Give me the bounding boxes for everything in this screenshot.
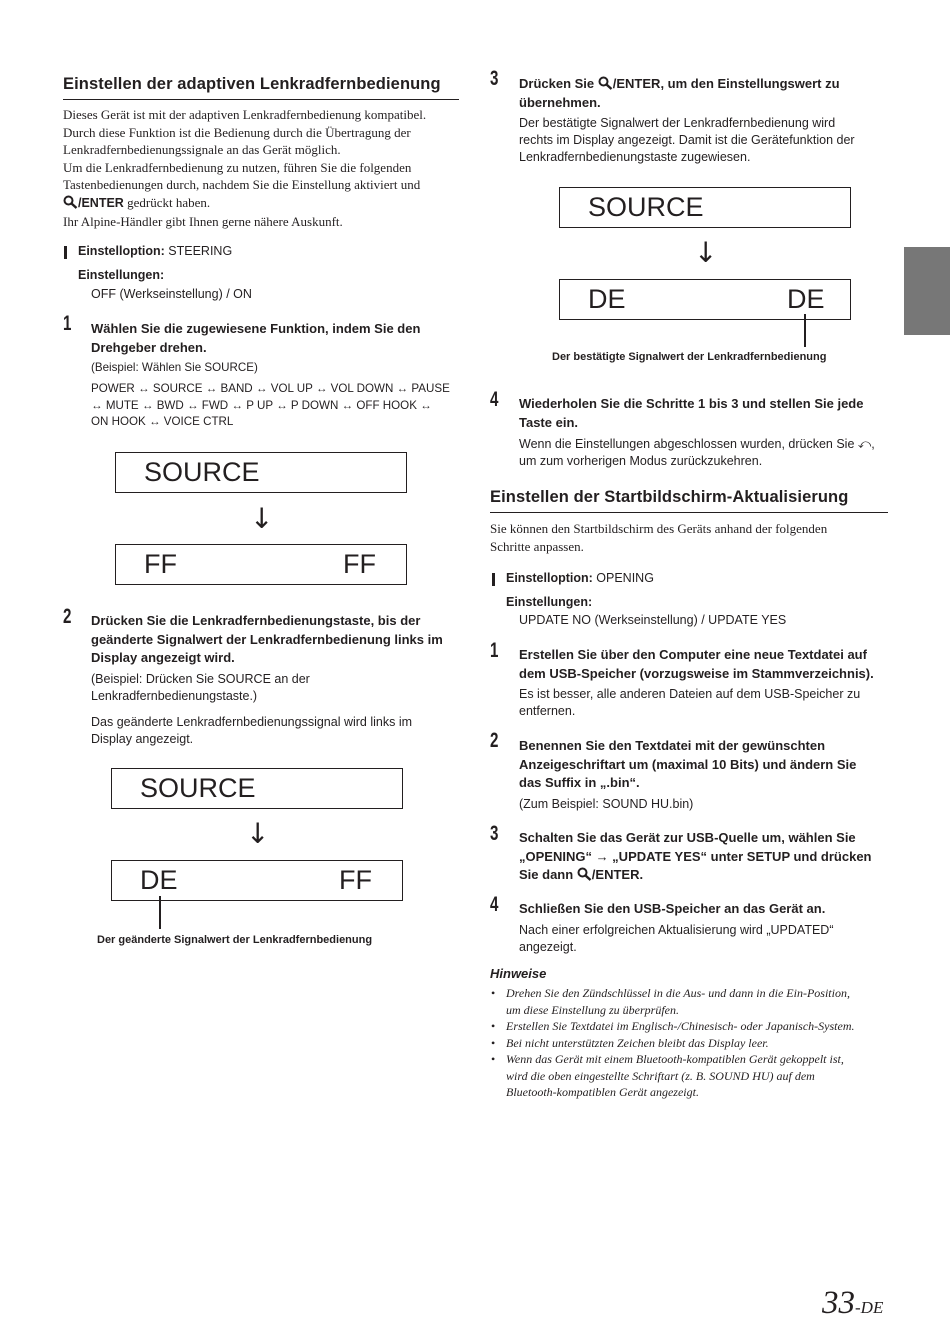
function-sequence <box>91 381 450 431</box>
intro-line <box>63 194 463 213</box>
lcd-text: SOURCE <box>588 192 704 222</box>
note-line: Bluetooth-kompatiblen Gerät angezeigt. <box>506 1085 699 1099</box>
settings-label: Einstellungen: <box>78 268 165 282</box>
down-arrow-icon: ↓ <box>250 502 274 535</box>
settings-value: OFF (Werkseinstellung) / ON <box>91 287 252 301</box>
step-title <box>91 320 420 357</box>
step-title-line: Schalten Sie das Gerät zur USB-Quelle um, wählen Sie <box>519 830 856 845</box>
step-title-line: Erstellen Sie über den Computer eine neue Textdatei auf <box>519 647 867 662</box>
option-label: Einstelloption: <box>78 244 165 258</box>
step-title-line: Benennen Sie den Textdatei mit der gewünschten <box>519 738 826 753</box>
step-title-line: dem USB-Speicher (vorzugsweise im Stammverzeichnis). <box>519 665 874 681</box>
intro-enter-rest: gedrückt haben. <box>123 194 211 210</box>
step-title <box>519 737 856 793</box>
step-title-line: Drehgeber drehen. <box>91 339 207 355</box>
step-text <box>519 922 833 956</box>
intro-paragraph <box>63 106 463 230</box>
option-value: STEERING <box>164 244 233 258</box>
step-text <box>91 714 412 748</box>
step-title-line: Wiederholen Sie die Schritte 1 bis 3 und stellen Sie jede <box>519 396 864 411</box>
text-line: Display angezeigt. <box>91 732 194 746</box>
notes-list <box>490 985 900 1101</box>
search-icon <box>598 76 613 90</box>
title-part: Drücken Sie <box>519 76 598 91</box>
text-line: Das geänderte Lenkradfernbedienungssignal wird links im <box>91 715 413 729</box>
step-title-line: das Suffix in „.bin“. <box>519 775 640 790</box>
enter-key-label: /ENTER <box>612 76 661 91</box>
down-arrow-icon: ↓ <box>694 236 718 269</box>
settings-value: UPDATE NO (Werkseinstellung) / UPDATE YES <box>519 613 787 627</box>
lcd-display <box>111 860 403 901</box>
sequence-line: ↔ MUTE ↔ BWD ↔ FWD ↔ P UP ↔ P DOWN ↔ OFF HOOK ↔ <box>91 398 432 412</box>
note-line: wird die oben eingestellte Schriftart (z. B. SOUND HU) auf dem <box>506 1068 815 1083</box>
step-title <box>519 395 863 432</box>
note-item <box>490 1051 900 1101</box>
text-line: angezeigt. <box>519 940 577 954</box>
step-text: (Zum Beispiel: SOUND HU.bin) <box>519 797 694 811</box>
page-number <box>822 1285 883 1322</box>
step-title-line: „OPENING“ → „UPDATE YES“ unter SETUP und drücken <box>519 848 872 864</box>
enter-key-label: /ENTER <box>78 195 124 210</box>
title-part: Sie dann <box>519 867 577 882</box>
note-line: um diese Einstellung zu überprüfen. <box>506 1002 679 1017</box>
lcd-text-right: FF <box>339 865 372 895</box>
step-title <box>519 646 874 683</box>
example-line: (Beispiel: Drücken Sie SOURCE an der <box>91 672 310 686</box>
intro-line: Lenkradfernbedienungssignale an das Gerät möglich. <box>63 142 341 158</box>
step-example <box>91 671 310 705</box>
lcd-text-left: DE <box>588 284 626 314</box>
intro-paragraph <box>490 520 827 555</box>
lcd-display <box>559 187 851 228</box>
back-icon: ⤺ <box>857 436 872 451</box>
step-number: 3 <box>490 67 499 90</box>
callout-pointer <box>159 896 161 929</box>
step-text <box>519 435 875 470</box>
lcd-text-right: DE <box>787 284 825 314</box>
step-number: 4 <box>490 893 499 916</box>
text-line: Es ist besser, alle anderen Dateien auf dem USB-Speicher zu <box>519 687 861 701</box>
enter-key-label: /ENTER. <box>591 867 644 882</box>
step-text <box>519 686 860 720</box>
text-line: Nach einer erfolgreichen Aktualisierung wird „UPDATED“ <box>519 923 834 937</box>
text-line: entfernen. <box>519 704 576 718</box>
text-part: , <box>871 437 875 451</box>
lcd-text: SOURCE <box>140 773 256 803</box>
text-line: Lenkradfernbedienungstaste zugewiesen. <box>519 150 751 164</box>
search-icon <box>577 867 592 881</box>
step-number: 1 <box>63 312 72 335</box>
callout-caption: Der geänderte Signalwert der Lenkradfernbedienung <box>97 934 373 946</box>
step-number: 2 <box>63 605 72 628</box>
intro-line: Um die Lenkradfernbedienung zu nutzen, führen Sie die folgenden <box>63 159 412 175</box>
option-marker <box>492 573 495 586</box>
text-part: Wenn die Einstellungen abgeschlossen wurden, drücken Sie <box>519 437 858 451</box>
lcd-text: SOURCE <box>144 457 260 487</box>
callout-pointer <box>804 314 806 347</box>
step-text <box>519 115 855 166</box>
step-title: Schließen Sie den USB-Speicher an das Gerät an. <box>519 901 826 916</box>
option-label: Einstelloption: <box>506 571 593 585</box>
setting-option <box>78 243 232 260</box>
step-title-line <box>519 866 872 885</box>
page-number-suffix: -DE <box>855 1298 884 1317</box>
step-title <box>91 612 443 668</box>
intro-line: Schritte anpassen. <box>490 538 584 554</box>
intro-line: Ihr Alpine-Händler gibt Ihnen gerne nähere Auskunft. <box>63 213 343 229</box>
page-number-value: 33 <box>822 1285 855 1321</box>
note-item <box>490 985 900 1018</box>
section-heading-steering: Einstellen der adaptiven Lenkradfernbedienung <box>63 75 441 93</box>
callout-caption: Der bestätigte Signalwert der Lenkradfernbedienung <box>552 351 827 363</box>
settings-label: Einstellungen: <box>506 595 593 609</box>
intro-line: Sie können den Startbildschirm des Geräts anhand der folgenden <box>490 521 828 536</box>
sequence-line: ON HOOK ↔ VOICE CTRL <box>91 415 234 428</box>
text-line: Der bestätigte Signalwert der Lenkradfernbedienung wird <box>519 116 836 130</box>
step-title-line: Anzeigeschriftart um (maximal 10 Bits) und ändern Sie <box>519 756 857 772</box>
step-title <box>519 829 872 885</box>
setting-option <box>506 570 654 587</box>
lcd-display <box>111 768 403 809</box>
step-example: (Beispiel: Wählen Sie SOURCE) <box>91 361 258 374</box>
heading-rule <box>63 99 459 100</box>
step-title-line: übernehmen. <box>519 94 601 110</box>
lcd-display <box>559 279 851 320</box>
step-number: 2 <box>490 729 499 752</box>
search-icon <box>63 195 78 209</box>
step-number: 3 <box>490 822 499 845</box>
text-line: um zum vorherigen Modus zurückzukehren. <box>519 454 763 468</box>
option-marker <box>64 246 67 259</box>
step-title-line: Taste ein. <box>519 414 579 430</box>
section-tab-marker <box>904 247 950 335</box>
note-item <box>490 1018 900 1035</box>
step-title-line: Display angezeigt wird. <box>91 650 235 665</box>
step-number: 1 <box>490 639 499 662</box>
section-heading-opening: Einstellen der Startbildschirm-Aktualisierung <box>490 488 849 506</box>
step-number: 4 <box>490 388 499 411</box>
step-title-line: Drücken Sie die Lenkradfernbedienungstaste, bis der <box>91 613 421 628</box>
step-title-line: Wählen Sie die zugewiesene Funktion, indem Sie den <box>91 321 421 336</box>
lcd-text-right: FF <box>343 549 376 579</box>
intro-line: Durch diese Funktion ist die Bedienung durch die Übertragung der <box>63 124 411 140</box>
down-arrow-icon: ↓ <box>246 817 270 850</box>
lcd-text-left: FF <box>144 549 177 579</box>
step-title <box>519 75 840 112</box>
title-part: , um den Einstellungswert zu <box>660 76 840 91</box>
option-value: OPENING <box>592 571 654 585</box>
heading-rule <box>490 512 888 513</box>
intro-line: Tastenbedienungen durch, nachdem Sie die Einstellung aktiviert und <box>63 177 421 193</box>
step-title-line: geänderte Signalwert der Lenkradfernbedienung links im <box>91 631 443 647</box>
text-line: rechts im Display angezeigt. Damit ist die Gerätefunktion der <box>519 133 855 147</box>
step-title-line <box>519 75 840 94</box>
lcd-display <box>115 452 407 493</box>
note-line: • Drehen Sie den Zündschlüssel in die Aus- und dann in die Ein-Position, <box>506 986 850 1000</box>
note-line: • Bei nicht unterstützten Zeichen bleibt das Display leer. <box>506 1035 769 1050</box>
example-line: Lenkradfernbedienungstaste.) <box>91 689 258 703</box>
lcd-text-left: DE <box>140 865 178 895</box>
sequence-line: POWER ↔ SOURCE ↔ BAND ↔ VOL UP ↔ VOL DOWN ↔ PAUSE <box>91 382 450 395</box>
text-line <box>519 435 875 453</box>
intro-line: Dieses Gerät ist mit der adaptiven Lenkradfernbedienung kompatibel. <box>63 107 427 122</box>
lcd-display <box>115 544 407 585</box>
note-item <box>490 1035 900 1052</box>
note-line: • Wenn das Gerät mit einem Bluetooth-kompatiblen Gerät gekoppelt ist, <box>506 1052 844 1066</box>
notes-heading: Hinweise <box>490 966 547 981</box>
note-line: • Erstellen Sie Textdatei im Englisch-/Chinesisch- oder Japanisch-System. <box>506 1019 855 1033</box>
